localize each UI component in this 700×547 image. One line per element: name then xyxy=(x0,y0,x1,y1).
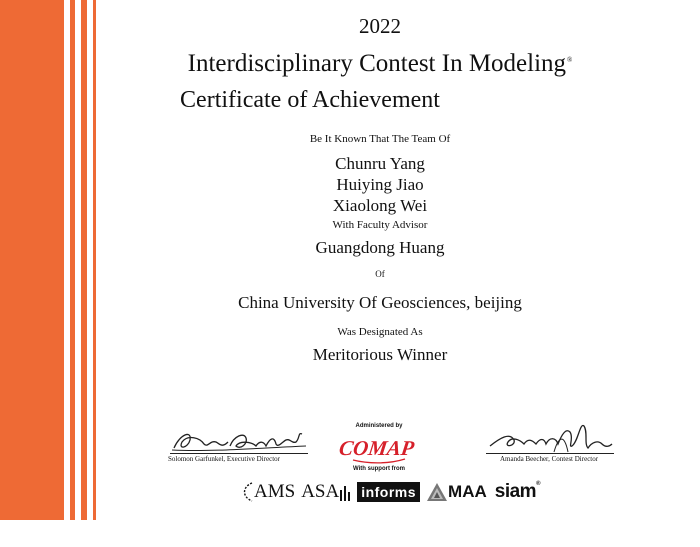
designation-intro: Was Designated As xyxy=(337,326,423,338)
asa-bars-icon xyxy=(339,482,351,502)
signature-line-right xyxy=(486,453,614,454)
ams-arc-icon xyxy=(240,481,254,503)
informs-logo: informs xyxy=(357,482,420,502)
certificate-title: Certificate of Achievement xyxy=(180,87,440,113)
certificate-year: 2022 xyxy=(359,14,401,38)
ams-logo-text: AMS xyxy=(254,481,296,502)
comap-logo xyxy=(337,431,416,467)
contest-director-signature xyxy=(484,418,614,454)
maa-pyramid-icon xyxy=(426,482,448,502)
executive-director-caption: Solomon Garfunkel, Executive Director xyxy=(168,455,280,463)
svg-text:COMAP: COMAP xyxy=(337,436,416,460)
siam-logo xyxy=(495,481,540,503)
maa-logo-text: MAA xyxy=(448,482,487,501)
executive-director-signature xyxy=(170,424,310,456)
asa-logo-text: ASA xyxy=(301,481,340,502)
of-label: Of xyxy=(375,269,385,279)
siam-logo-text: siam xyxy=(494,481,537,502)
orange-stripe-thin-3 xyxy=(93,0,96,520)
institution-name: China University Of Geosciences, beijing xyxy=(238,293,522,312)
team-member: Chunru Yang xyxy=(335,154,425,173)
contest-name xyxy=(90,50,670,78)
team-intro: Be It Known That The Team Of xyxy=(309,133,451,145)
siam-registered-mark: ® xyxy=(536,481,540,487)
administered-by-label: Administered by xyxy=(355,423,403,429)
orange-stripe-wide xyxy=(0,0,64,520)
sponsor-logos xyxy=(240,478,540,506)
designation: Meritorious Winner xyxy=(312,345,448,364)
orange-stripe-thin-2 xyxy=(81,0,87,520)
advisor-intro: With Faculty Advisor xyxy=(332,219,428,231)
support-label: With support from xyxy=(353,466,405,472)
team-member: Huiying Jiao xyxy=(336,175,424,194)
advisor-name: Guangdong Huang xyxy=(315,238,445,257)
asa-logo xyxy=(301,481,351,503)
contest-name-text: Interdisciplinary Contest In Modeling xyxy=(187,50,567,77)
registered-mark: ® xyxy=(567,56,573,64)
ams-logo xyxy=(240,481,295,503)
contest-director-caption: Amanda Beecher, Contest Director xyxy=(500,455,599,463)
orange-stripe-thin-1 xyxy=(70,0,75,520)
signature-line-left xyxy=(170,453,308,454)
team-member: Xiaolong Wei xyxy=(332,196,428,215)
maa-logo xyxy=(426,482,487,502)
